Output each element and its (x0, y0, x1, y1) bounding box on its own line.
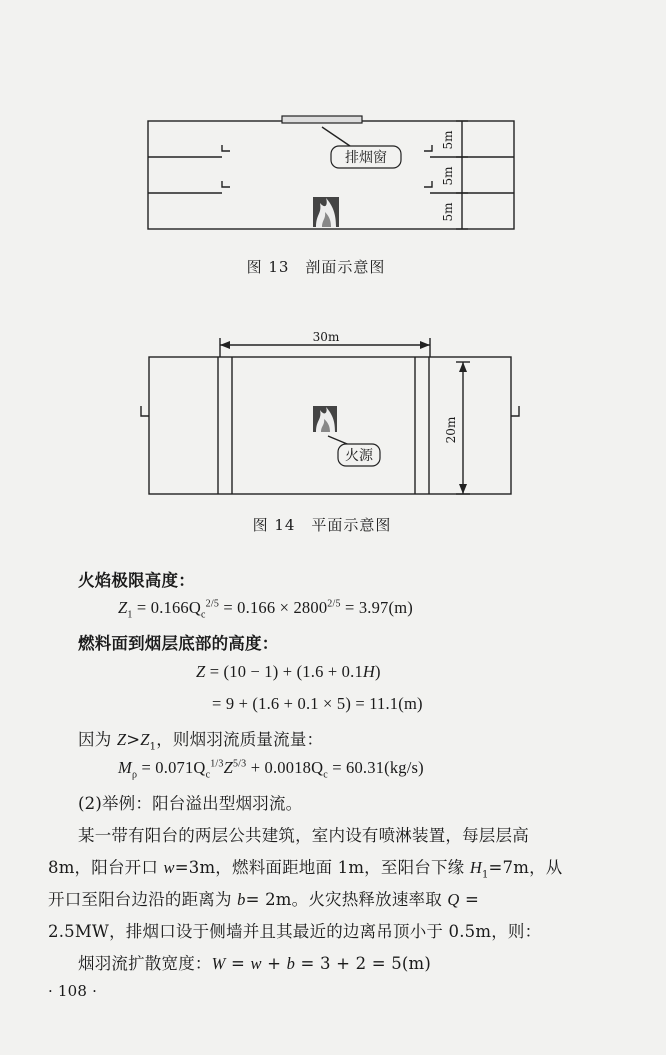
height-label-top: 5m (441, 130, 455, 150)
flame-height-heading: 火焰极限高度： (78, 571, 195, 590)
height-label-middle: 5m (441, 166, 455, 186)
paragraph-line-2: 8m，阳台开口 w=3m，燃料面距地面 1m，至阳台下缘 $H_1=7m$，从 (48, 858, 563, 881)
z1-equation: $Z_1 = 0.166Q_c^{2/5} = 0.166 \times 2800^{2/5} = 3.97(m)$ (118, 598, 413, 621)
z-equation-line1: Z = (10 − 1) + (1.6 + 0.1H) (196, 662, 381, 681)
because-line: 因为 $Z>Z_1$，则烟羽流质量流量： (78, 730, 324, 753)
paragraph-line-3: 开口至阳台边沿的距离为 b= 2m。火灾热释放速率取 Q = (48, 890, 479, 909)
paragraph-line-4: 2.5MW，排烟口设于侧墙并且其最近的边离吊顶小于 0.5m，则： (48, 922, 542, 941)
example-heading: (2)举例：阳台溢出型烟羽流。 (78, 794, 303, 813)
spread-width-line: 烟羽流扩散宽度：W = w + b = 3 + 2 = 5(m) (78, 954, 432, 973)
figure-14-plan-diagram (0, 320, 666, 550)
figure-13-caption: 图 13 剖面示意图 (246, 258, 386, 276)
depth-label: 20m (444, 416, 458, 444)
figure-14-caption: 图 14 平面示意图 (252, 516, 392, 534)
smoke-vent-bar (282, 116, 362, 123)
fire-icon (313, 197, 339, 227)
fire-icon (313, 406, 337, 432)
vent-label: 排烟窗 (345, 150, 387, 166)
mass-flow-equation: $M_\rho = 0.071Q_c^{1/3}Z^{5/3} + 0.0018Q_c = 60.31(kg/s)$ (118, 758, 424, 781)
fire-source-label: 火源 (345, 448, 373, 464)
z-equation-line2: = 9 + (1.6 + 0.1 × 5) = 11.1(m) (212, 694, 423, 713)
fuel-height-heading: 燃料面到烟层底部的高度： (78, 634, 279, 653)
page-number: · 108 · (48, 982, 98, 1000)
height-label-bottom: 5m (441, 202, 455, 222)
paragraph-line-1: 某一带有阳台的两层公共建筑，室内设有喷淋装置，每层层高 (78, 826, 529, 845)
width-label: 30m (312, 330, 340, 344)
figure-13-section-diagram (0, 0, 666, 290)
